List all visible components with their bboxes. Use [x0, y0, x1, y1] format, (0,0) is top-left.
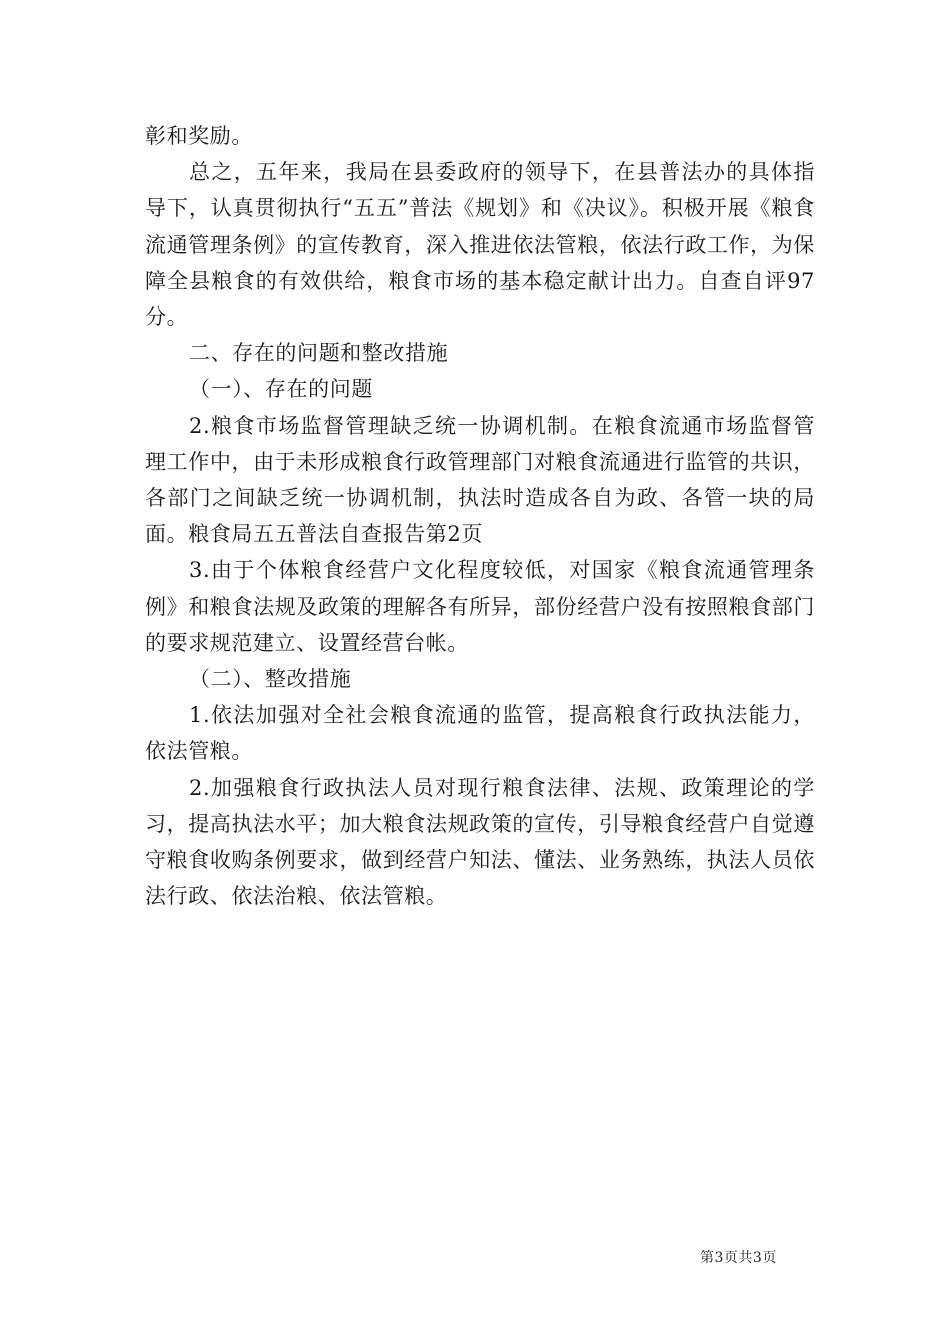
page-number-footer: 第3页共3页: [700, 1250, 777, 1266]
subsection-heading-measures: （二）、整改措施: [189, 667, 352, 692]
paragraph-summary: 总之，五年来，我局在县委政府的领导下，在县普法办的具体指导下，认真贯彻执行“五五”普法《规划》和《决议》。积极开展《粮食流通管理条例》的宣传教育，深入推进依法管粮，依法行政工作，为保障全县粮食的有效供给，粮食市场的基本稳定献计出力。自查自评97分。: [145, 160, 815, 330]
paragraph-problem-2: 2.粮食市场监督管理缺乏统一协调机制。在粮食流通市场监督管理工作中，由于未形成粮食行政管理部门对粮食流通进行监管的共识，各部门之间缺乏统一协调机制，执法时造成各自为政、各管一块的局面。粮食局五五普法自查报告第2页: [145, 413, 815, 547]
section-heading-problems-and-measures: 二、存在的问题和整改措施: [189, 341, 449, 366]
document-body: [145, 118, 815, 914]
subsection-heading-problems: （一）、存在的问题: [189, 377, 373, 402]
paragraph-measure-2: 2.加强粮食行政执法人员对现行粮食法律、法规、政策理论的学习，提高执法水平；加大粮食法规政策的宣传，引导粮食经营户自觉遵守粮食收购条例要求，做到经营户知法、懂法、业务熟练，执法人员依法行政、依法治粮、依法管粮。: [145, 775, 815, 909]
paragraph-problem-3: 3.由于个体粮食经营户文化程度较低，对国家《粮食流通管理条例》和粮食法规及政策的理解各有所异，部份经营户没有按照粮食部门的要求规范建立、设置经营台帐。: [145, 558, 815, 655]
paragraph-measure-1: 1.依法加强对全社会粮食流通的监管，提高粮食行政执法能力，依法管粮。: [145, 703, 815, 764]
paragraph-continuation: 彰和奖励。: [145, 124, 253, 148]
